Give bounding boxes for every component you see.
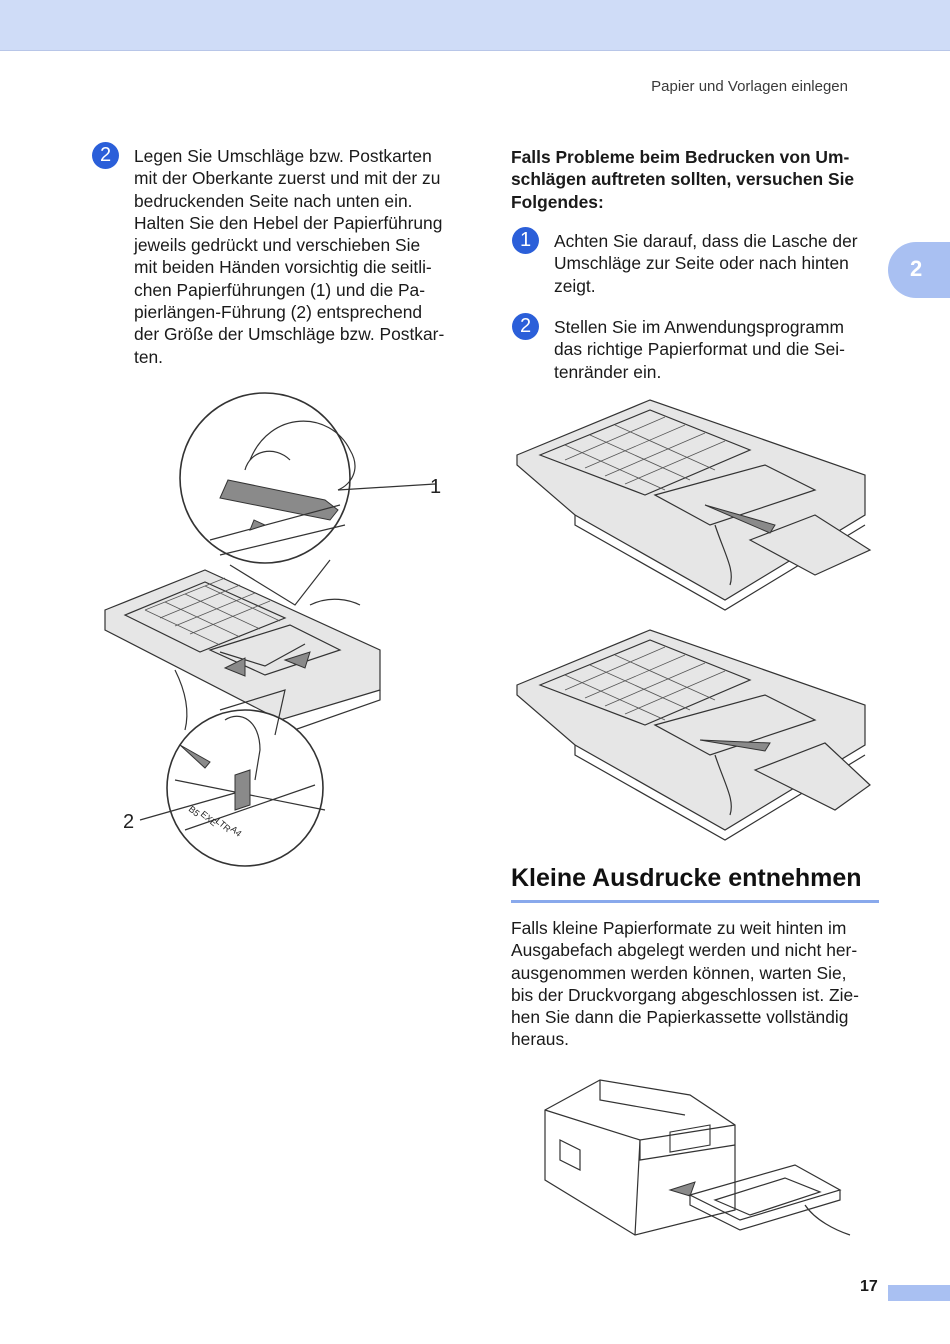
envelope-tray-illustration bbox=[100, 390, 470, 870]
section-paragraph bbox=[511, 917, 883, 1051]
tray-envelope-side-illustration bbox=[515, 395, 875, 610]
printer-tray-removal-illustration bbox=[540, 1070, 850, 1250]
text-line: zeigt. bbox=[554, 275, 596, 296]
text-line: bedruckenden Seite nach unten ein. bbox=[134, 190, 413, 211]
right-step-1-text bbox=[554, 230, 858, 297]
text-line: heraus. bbox=[511, 1029, 570, 1050]
running-title: Papier und Vorlagen einlegen bbox=[651, 78, 848, 95]
text-line: tenränder ein. bbox=[554, 361, 662, 382]
section-rule bbox=[511, 900, 879, 903]
page-number: 17 bbox=[860, 1278, 878, 1295]
text-line: bis der Druckvorgang abgeschlossen ist. Zie- bbox=[511, 984, 859, 1005]
header-band bbox=[0, 0, 950, 50]
tray-mark-exe: EXE bbox=[198, 808, 219, 829]
section-title: Kleine Ausdrucke entnehmen bbox=[511, 864, 862, 892]
header-rule bbox=[0, 50, 950, 51]
step-number-badge: 2 bbox=[92, 142, 119, 169]
tray-mark-b5: B5 bbox=[186, 803, 202, 819]
text-line: das richtige Papierformat und die Sei- bbox=[554, 339, 845, 360]
troubleshoot-intro bbox=[511, 146, 881, 213]
left-step-text bbox=[134, 145, 444, 368]
page-number-bar bbox=[888, 1285, 950, 1301]
text-line: Folgendes: bbox=[511, 191, 604, 212]
text-line: ten. bbox=[134, 346, 164, 367]
tray-envelope-back-illustration bbox=[515, 625, 875, 840]
text-line: mit der Oberkante zuerst und mit der zu bbox=[134, 168, 441, 189]
text-line: Falls kleine Papierformate zu weit hinten im bbox=[511, 918, 847, 938]
callout-2: 2 bbox=[123, 811, 135, 833]
text-line: pierlängen-Führung (2) entsprechend bbox=[134, 302, 423, 323]
text-line: jeweils gedrückt und verschieben Sie bbox=[134, 235, 421, 256]
right-step-2-text bbox=[554, 316, 845, 383]
text-line: Achten Sie darauf, dass die Lasche der bbox=[554, 231, 858, 251]
tray-mark-ltr: LTR bbox=[213, 815, 233, 835]
callout-1: 1 bbox=[430, 476, 442, 498]
chapter-tab bbox=[888, 242, 950, 298]
text-line: Ausgabefach abgelegt werden und nicht her- bbox=[511, 940, 858, 961]
text-line: Falls Probleme beim Bedrucken von Um- bbox=[511, 147, 850, 167]
step-number-badge: 1 bbox=[512, 227, 539, 254]
text-line: Stellen Sie im Anwendungsprogramm bbox=[554, 317, 844, 337]
text-line: Halten Sie den Hebel der Papierführung bbox=[134, 212, 443, 233]
text-line: Umschläge zur Seite oder nach hinten bbox=[554, 253, 849, 274]
text-line: mit beiden Händen vorsichtig die seitli- bbox=[134, 257, 432, 278]
tray-mark-a4: A4 bbox=[228, 823, 244, 839]
text-line: chen Papierführungen (1) und die Pa- bbox=[134, 279, 426, 300]
chapter-tab-number: 2 bbox=[910, 256, 923, 281]
step-number-badge: 2 bbox=[512, 313, 539, 340]
text-line: schlägen auftreten sollten, versuchen Sie bbox=[511, 169, 855, 190]
text-line: der Größe der Umschläge bzw. Postkar- bbox=[134, 324, 445, 345]
text-line: ausgenommen werden können, warten Sie, bbox=[511, 962, 847, 983]
text-line: hen Sie dann die Papierkassette vollständig bbox=[511, 1007, 849, 1028]
text-line: Legen Sie Umschläge bzw. Postkarten bbox=[134, 146, 432, 166]
